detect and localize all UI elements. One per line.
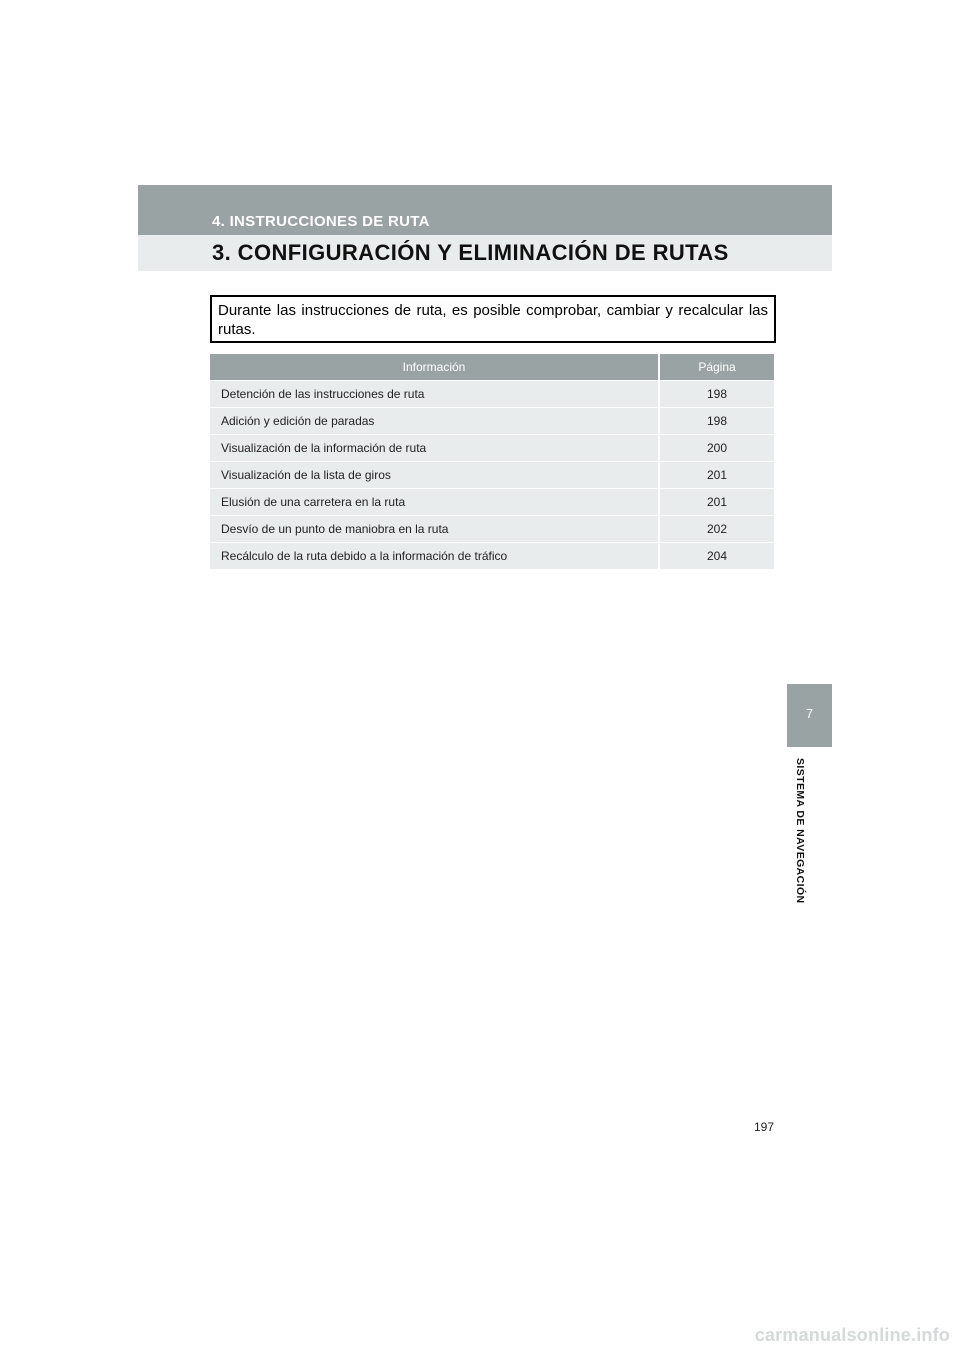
info-table xyxy=(210,354,774,570)
table-cell-info: Recálculo de la ruta debido a la información de tráfico xyxy=(210,543,659,570)
title-band xyxy=(138,235,832,271)
table-row xyxy=(210,516,774,543)
table-row xyxy=(210,381,774,408)
section-label: 4. INSTRUCCIONES DE RUTA xyxy=(212,213,430,230)
table-cell-info: Visualización de la información de ruta xyxy=(210,435,659,462)
table-cell-page: 200 xyxy=(659,435,774,462)
page-number: 197 xyxy=(753,1120,774,1134)
watermark: carmanualsonline.info xyxy=(754,1325,950,1345)
chapter-number: 7 xyxy=(805,706,814,721)
table-cell-info: Adición y edición de paradas xyxy=(210,408,659,435)
chapter-side-tab xyxy=(787,684,832,747)
chapter-header-band xyxy=(138,185,832,235)
column-header-page: Página xyxy=(659,354,774,381)
table-cell-page: 204 xyxy=(659,543,774,570)
table-row xyxy=(210,543,774,570)
table-cell-page: 198 xyxy=(659,381,774,408)
table-cell-page: 202 xyxy=(659,516,774,543)
table-row xyxy=(210,462,774,489)
table-row xyxy=(210,408,774,435)
table-row xyxy=(210,489,774,516)
table-cell-page: 198 xyxy=(659,408,774,435)
chapter-side-label: SISTEMA DE NAVEGACIÓN xyxy=(794,758,806,904)
table-cell-info: Detención de las instrucciones de ruta xyxy=(210,381,659,408)
table-cell-page: 201 xyxy=(659,489,774,516)
page-title: 3. CONFIGURACIÓN Y ELIMINACIÓN DE RUTAS xyxy=(212,240,729,265)
table-cell-info: Desvío de un punto de maniobra en la ruta xyxy=(210,516,659,543)
table-cell-page: 201 xyxy=(659,462,774,489)
column-header-info: Información xyxy=(210,354,659,381)
table-cell-info: Visualización de la lista de giros xyxy=(210,462,659,489)
table-header-row xyxy=(210,354,774,381)
table-row xyxy=(210,435,774,462)
table-cell-info: Elusión de una carretera en la ruta xyxy=(210,489,659,516)
intro-box: Durante las instrucciones de ruta, es posible comprobar, cambiar y recalcular las rutas. xyxy=(210,295,776,343)
